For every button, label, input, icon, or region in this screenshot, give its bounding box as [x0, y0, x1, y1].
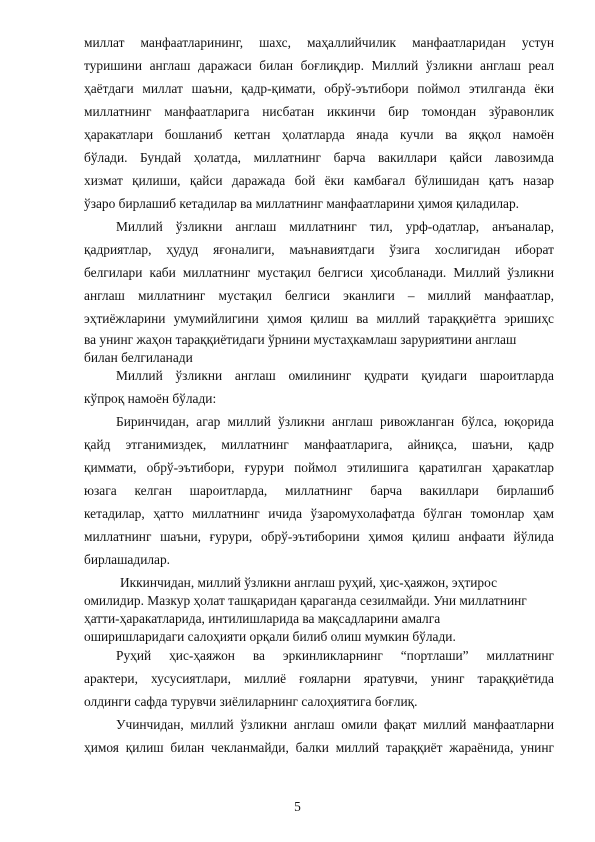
text-line: бирлашадилар.	[84, 552, 171, 567]
text-line: билан белгиланади	[84, 350, 193, 365]
paragraph-first-line: Иккинчидан, миллий ўзликни англаш руҳий, ҳис-ҳаяжон, эҳтирос	[120, 575, 498, 590]
text-line: олдинги сафда турувчи зиёлиларнинг салоҳиятига боғлиқ.	[84, 694, 418, 709]
paragraph-first-line: Учинчидан, миллий ўзликни англаш омили фақат миллий манфаатларни	[116, 717, 554, 732]
paragraph-first-line: Миллий ўзликни англаш миллатнинг тил, урф-одатлар, анъаналар,	[116, 219, 554, 234]
text-line: миллатнинг манфаатларига нисбатан иккинчи бир томондан зўравонлик	[84, 104, 554, 119]
text-line: кетадилар, ҳатто миллатнинг ичида ўзаромухолафатда бўлган томонлар ҳам	[84, 506, 554, 521]
text-line: туришини англаш даражаси билан боғлиқдир. Миллий ўзликни англаш реал	[84, 58, 554, 73]
text-line: миллатнинг шаъни, ғурури, обрў-эътиборини ҳимоя қилиш анфаати йўлида	[84, 529, 554, 544]
text-line: оширишларидаги салоҳияти орқали билиб олиш мумкин бўлади.	[84, 629, 456, 644]
text-line: ҳаётдаги миллат шаъни, қадр-қимати, обрў-эътибори поймол этилганда ёки	[84, 81, 554, 96]
text-line: белгилари каби миллатнинг мустақил белгиси ҳисобланади. Миллий ўзликни	[84, 265, 554, 280]
paragraph-first-line: Руҳий ҳис-ҳаяжон ва эркинликларнинг “портлаши” миллатнинг	[116, 648, 554, 663]
text-line: қадриятлар, ҳудуд яғоналиги, маънавиятдаги ўзига хослигидан иборат	[84, 242, 554, 257]
text-line: ўзаро бирлашиб кетадилар ва миллатнинг манфаатларини ҳимоя қиладилар.	[84, 196, 519, 211]
text-line: ҳимоя қилиш билан чекланмайди, балки миллий тараққиёт жараёнида, унинг	[84, 740, 554, 755]
text-line: ҳатти-ҳаракатларида, интилишларида ва мақсадларини амалга	[84, 611, 441, 626]
text-line: хизмат қилиши, қайси даражада бой ёки камбағал бўлишидан қатъ назар	[84, 173, 554, 188]
text-line: англаш миллатнинг мустақил белгиси эканлиги – миллий манфаатлар,	[84, 288, 554, 303]
paragraph-first-line: Биринчидан, агар миллий ўзликни англаш ривожланган бўлса, юқорида	[116, 414, 554, 429]
text-line: кўпроқ намоён бўлади:	[84, 391, 217, 406]
text-line: юзага келган шароитларда, миллатнинг барча вакиллари бирлашиб	[84, 483, 554, 498]
text-line: ҳаракатлари бошланиб кетган ҳолатларда янада кучли ва яққол намоён	[84, 127, 554, 142]
text-line: бўлади. Бундай ҳолатда, миллатнинг барча вакиллари қайси лавозимда	[84, 150, 554, 165]
text-line: арактери, хусусиятлари, миллиё ғояларни яратувчи, унинг тараққиётида	[84, 671, 554, 686]
text-line: ва унинг жаҳон тараққиётидаги ўрнини мустаҳкамлаш заруриятини англаш	[84, 332, 517, 347]
text-line: қайд этганимиздек, миллатнинг манфаатларига, айниқса, шаъни, қадр	[84, 437, 554, 452]
text-line: миллат манфаатларининг, шахс, маҳаллийчилик манфаатларидан устун	[84, 35, 554, 50]
paragraph-first-line: Миллий ўзликни англаш омилининг қудрати қуидаги шароитларда	[116, 368, 554, 383]
text-line: омилидир. Мазкур ҳолат ташқаридан қараганда сезилмайди. Уни миллатнинг	[84, 593, 527, 608]
text-line: эҳтиёжларини умумийлигини ҳимоя қилиш ва миллий тараққиётга эришиҳс	[84, 311, 554, 326]
text-line: қиммати, обрў-эътибори, ғурури поймол этилишига қаратилган ҳаракатлар	[84, 460, 554, 475]
page-number: 5	[294, 799, 301, 814]
